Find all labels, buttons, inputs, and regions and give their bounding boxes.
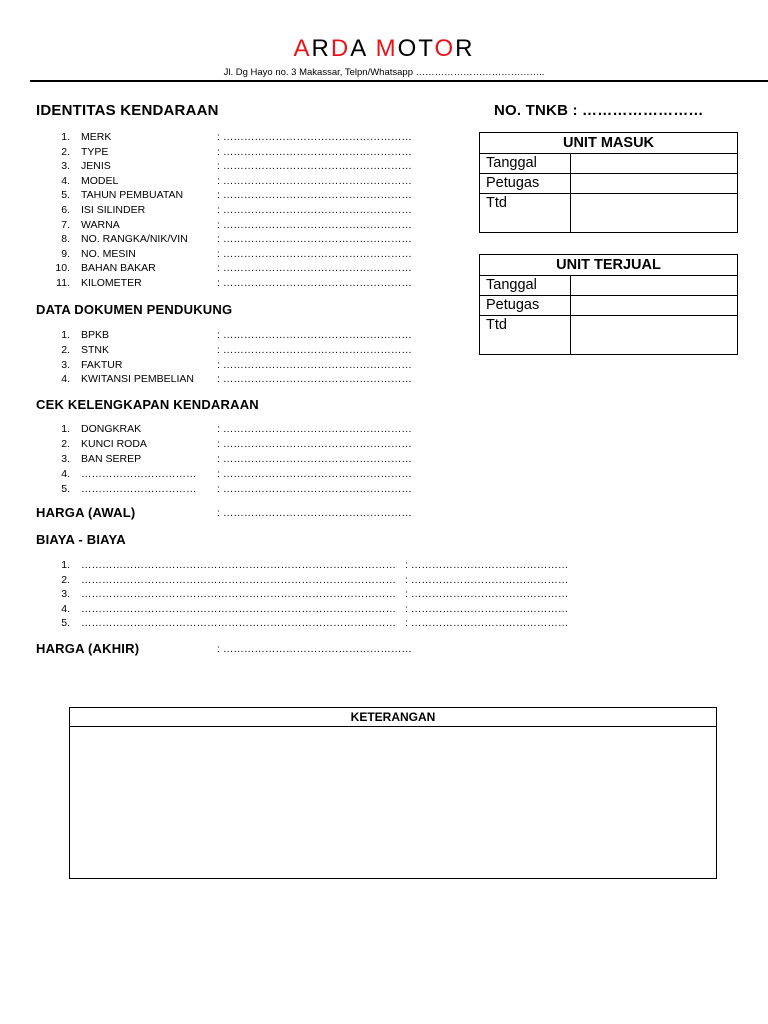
item-label: DONGKRAK <box>81 423 142 435</box>
unit-terjual-tanggal-cell[interactable] <box>571 276 738 296</box>
header-divider <box>30 80 768 82</box>
item-number: 3. <box>61 160 70 173</box>
unit-masuk-ttd-label: Ttd <box>480 194 571 233</box>
list-item <box>0 358 768 372</box>
item-value-field[interactable]: : ……………………………………………… <box>217 218 412 231</box>
brand-title <box>0 34 768 64</box>
item-value-field[interactable]: : ……………………………………………… <box>217 204 412 216</box>
item-label: KUNCI RODA <box>81 438 147 450</box>
item-label: BPKB <box>81 329 110 341</box>
item-number: 4. <box>61 373 70 386</box>
no-tnkb-field[interactable]: NO. TNKB : …………………… <box>494 102 704 119</box>
unit-terjual-tanggal-label: Tanggal <box>480 276 571 296</box>
unit-masuk-tanggal-cell[interactable] <box>571 154 738 174</box>
item-label: KWITANSI PEMBELIAN <box>81 373 194 386</box>
biaya-amount-field[interactable]: : ……………………………………… <box>405 573 569 586</box>
item-number: 3. <box>61 588 70 601</box>
biaya-description-field[interactable]: ……………………………………………………………………………… <box>81 588 396 601</box>
list-item <box>0 437 768 451</box>
item-number: 3. <box>61 358 70 371</box>
item-value-field[interactable]: : ……………………………………………… <box>217 453 412 465</box>
item-value-field[interactable]: : ……………………………………………… <box>217 189 412 202</box>
item-label: MERK <box>81 131 112 143</box>
item-label: FAKTUR <box>81 358 123 371</box>
biaya-description-field[interactable]: ……………………………………………………………………………… <box>81 573 396 586</box>
item-label: BAHAN BAKAR <box>81 262 156 275</box>
section-title-identitas: IDENTITAS KENDARAAN <box>36 102 219 119</box>
item-label: MODEL <box>81 174 119 187</box>
list-item <box>0 232 768 246</box>
brand-letter: M <box>375 35 398 62</box>
item-number: 1. <box>61 423 70 435</box>
item-value-field[interactable]: : ……………………………………………… <box>217 277 412 289</box>
unit-masuk-tanggal-label: Tanggal <box>480 154 571 174</box>
item-number: 11. <box>56 277 70 289</box>
item-label: ISI SILINDER <box>81 204 146 216</box>
item-label: BAN SEREP <box>81 453 142 465</box>
item-number: 4. <box>61 174 70 187</box>
item-value-field[interactable]: : ……………………………………………… <box>217 423 412 435</box>
item-number: 2. <box>61 145 70 158</box>
item-number: 8. <box>61 233 70 246</box>
item-value-field[interactable]: : ……………………………………………… <box>217 247 412 260</box>
brand-letter: A <box>350 35 376 62</box>
unit-terjual-petugas-cell[interactable] <box>571 296 738 316</box>
item-value-field[interactable]: : ……………………………………………… <box>217 329 412 341</box>
unit-terjual-table <box>479 254 738 355</box>
brand-letter: D <box>330 35 351 62</box>
item-number: 2. <box>61 343 70 356</box>
list-item <box>0 558 768 572</box>
item-label: TYPE <box>81 145 109 158</box>
item-value-field[interactable]: : ……………………………………………… <box>217 160 412 173</box>
item-number: 5. <box>61 483 70 495</box>
list-item <box>0 587 768 601</box>
unit-masuk-title: UNIT MASUK <box>480 133 738 154</box>
list-item <box>0 372 768 386</box>
item-number: 5. <box>61 189 70 202</box>
item-number: 7. <box>61 218 70 231</box>
section-title-biaya: BIAYA - BIAYA <box>36 532 126 547</box>
unit-masuk-petugas-cell[interactable] <box>571 174 738 194</box>
biaya-amount-field[interactable]: : ……………………………………… <box>405 588 569 601</box>
brand-letter: O <box>434 35 456 62</box>
item-label-field[interactable]: …………………………… <box>81 483 197 495</box>
unit-terjual-ttd-label: Ttd <box>480 316 571 355</box>
biaya-amount-field[interactable]: : ……………………………………… <box>405 559 569 571</box>
list-item <box>0 467 768 481</box>
list-item <box>0 616 768 630</box>
item-value-field[interactable]: : ……………………………………………… <box>217 174 412 187</box>
list-item <box>0 573 768 587</box>
item-label: TAHUN PEMBUATAN <box>81 189 184 202</box>
item-number: 6. <box>61 204 70 216</box>
item-value-field[interactable]: : ……………………………………………… <box>217 438 412 450</box>
biaya-description-field[interactable]: ……………………………………………………………………………… <box>81 602 396 615</box>
list-item <box>0 602 768 616</box>
item-value-field[interactable]: : ……………………………………………… <box>217 262 412 275</box>
item-value-field[interactable]: : ……………………………………………… <box>217 233 412 246</box>
item-value-field[interactable]: : ……………………………………………… <box>217 483 412 495</box>
item-label: STNK <box>81 343 110 356</box>
item-number: 10. <box>55 262 70 275</box>
unit-terjual-title: UNIT TERJUAL <box>480 255 738 276</box>
item-number: 1. <box>61 131 70 143</box>
item-number: 4. <box>61 468 70 480</box>
biaya-amount-field[interactable]: : ……………………………………… <box>405 617 569 630</box>
keterangan-title: KETERANGAN <box>70 708 716 727</box>
brand-letter: OT <box>397 35 435 62</box>
list-item <box>0 422 768 436</box>
unit-terjual-ttd-cell[interactable] <box>571 316 738 355</box>
unit-masuk-petugas-label: Petugas <box>480 174 571 194</box>
item-label: WARNA <box>81 218 120 231</box>
unit-masuk-ttd-cell[interactable] <box>571 194 738 233</box>
item-value-field[interactable]: : ……………………………………………… <box>217 343 412 356</box>
item-value-field[interactable]: : ……………………………………………… <box>217 145 412 158</box>
item-label: NO. RANGKA/NIK/VIN <box>81 233 188 246</box>
item-number: 1. <box>61 559 70 571</box>
item-number: 4. <box>61 602 70 615</box>
section-title-kelengkapan: CEK KELENGKAPAN KENDARAAN <box>36 397 259 412</box>
brand-letter: R <box>455 35 475 62</box>
brand-letter: R <box>311 35 331 62</box>
item-number: 2. <box>61 573 70 586</box>
unit-terjual-petugas-label: Petugas <box>480 296 571 316</box>
item-label-field[interactable]: …………………………… <box>81 468 197 480</box>
unit-masuk-table <box>479 132 738 233</box>
biaya-amount-field[interactable]: : ……………………………………… <box>405 602 569 615</box>
item-label: JENIS <box>81 160 111 173</box>
item-label: NO. MESIN <box>81 247 136 260</box>
item-value-field[interactable]: : ……………………………………………… <box>217 358 412 371</box>
brand-letter: A <box>293 35 312 62</box>
item-number: 1. <box>61 329 70 341</box>
item-number: 5. <box>61 617 70 630</box>
item-value-field[interactable]: : ……………………………………………… <box>217 131 412 143</box>
item-value-field[interactable]: : ……………………………………………… <box>217 468 412 480</box>
harga-awal-label: HARGA (AWAL) <box>36 505 136 520</box>
section-title-dokumen: DATA DOKUMEN PENDUKUNG <box>36 302 233 317</box>
harga-awal-field[interactable]: : ……………………………………………… <box>217 507 412 519</box>
item-number: 2. <box>61 438 70 450</box>
keterangan-box[interactable] <box>69 707 717 879</box>
harga-akhir-label: HARGA (AKHIR) <box>36 641 140 656</box>
item-label: KILOMETER <box>81 277 142 289</box>
list-item <box>0 482 768 496</box>
item-value-field[interactable]: : ……………………………………………… <box>217 373 412 386</box>
harga-akhir-field[interactable]: : ……………………………………………… <box>217 643 412 655</box>
item-number: 9. <box>61 247 70 260</box>
company-address: Jl. Dg Hayo no. 3 Makassar, Telpn/Whatsapp ………………………………….. <box>223 67 545 78</box>
biaya-description-field[interactable]: ……………………………………………………………………………… <box>81 559 396 571</box>
list-item <box>0 452 768 466</box>
biaya-description-field[interactable]: ……………………………………………………………………………… <box>81 617 396 630</box>
item-number: 3. <box>61 453 70 465</box>
